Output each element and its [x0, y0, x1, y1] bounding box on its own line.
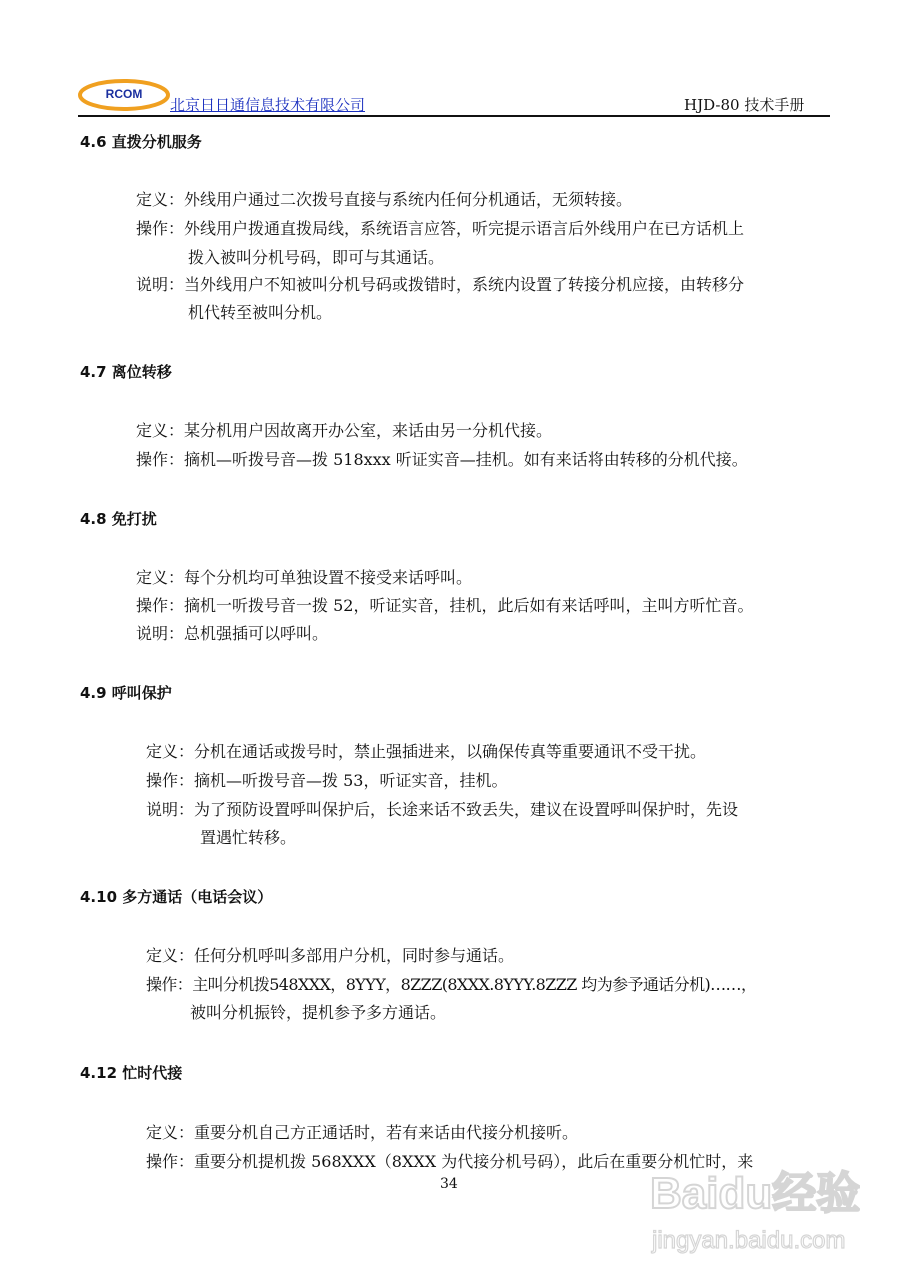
- text-line: 说明：为了预防设置呼叫保护后，长途来话不致丢失，建议在设置呼叫保护时，先设: [146, 800, 739, 819]
- text-line: 定义：重要分机自己方正通话时，若有来话由代接分机接听。: [146, 1123, 579, 1142]
- text-line: 定义：每个分机均可单独设置不接受来话呼叫。: [136, 568, 473, 587]
- section-heading: 4.7 离位转移: [80, 363, 172, 381]
- text-line: 定义：任何分机呼叫多部用户分机，同时参与通话。: [146, 946, 515, 965]
- text-line: 操作：重要分机提机拨 568XXX（8XXX 为代接分机号码），此后在重要分机忙时，来: [146, 1152, 754, 1171]
- baidu-watermark: [640, 1150, 860, 1260]
- svg-text:RCOM: RCOM: [105, 87, 143, 101]
- text-line: 操作：摘机一听拨号音一拨 52，听证实音，挂机，此后如有来话呼叫，主叫方听忙音。: [136, 596, 754, 615]
- svg-text:jingyan.baidu.com: jingyan.baidu.com: [652, 1227, 846, 1254]
- company-name: 北京日日通信息技术有限公司: [170, 96, 366, 114]
- text-line: 操作：摘机—听拨号音—拨 53，听证实音，挂机。: [146, 771, 508, 790]
- text-line: 定义：某分机用户因故离开办公室，来话由另一分机代接。: [136, 421, 553, 440]
- text-line: 定义：分机在通话或拨号时，禁止强插进来，以确保传真等重要通讯不受干扰。: [146, 742, 707, 761]
- text-line: 定义：外线用户通过二次拨号直接与系统内任何分机通话，无须转接。: [136, 190, 633, 209]
- text-line: 操作：外线用户拨通直拨局线，系统语言应答，听完提示语言后外线用户在已方话机上: [136, 219, 745, 238]
- section-heading: 4.8 免打扰: [80, 510, 157, 528]
- text-line: 被叫分机振铃，提机参予多方通话。: [190, 1003, 447, 1022]
- section-heading: 4.10 多方通话（电话会议）: [80, 888, 273, 906]
- section-heading: 4.12 忙时代接: [80, 1064, 183, 1082]
- text-line: 说明：总机强插可以呼叫。: [136, 624, 329, 643]
- header-rule: [78, 115, 830, 117]
- text-line: 说明：当外线用户不知被叫分机号码或拨错时，系统内设置了转接分机应接，由转移分: [136, 275, 745, 294]
- text-line: 机代转至被叫分机。: [188, 303, 333, 322]
- manual-title: HJD-80 技术手册: [684, 96, 805, 114]
- page-number: 34: [440, 1176, 458, 1192]
- text-line: 操作：摘机—听拨号音—拨 518xxx 听证实音—挂机。如有来话将由转移的分机代接。: [136, 450, 748, 469]
- section-heading: 4.9 呼叫保护: [80, 684, 172, 702]
- section-heading: 4.6 直拨分机服务: [80, 133, 202, 151]
- svg-text:Baidu经验: Baidu经验: [650, 1169, 860, 1218]
- text-line: 操作：主叫分机拨548XXX，8YYY，8ZZZ(8XXX.8YYY.8ZZZ 均为参予通话分机)……，: [146, 975, 757, 994]
- text-line: 置遇忙转移。: [200, 828, 297, 847]
- text-line: 拨入被叫分机号码，即可与其通话。: [188, 248, 445, 267]
- rcom-logo: [78, 78, 170, 112]
